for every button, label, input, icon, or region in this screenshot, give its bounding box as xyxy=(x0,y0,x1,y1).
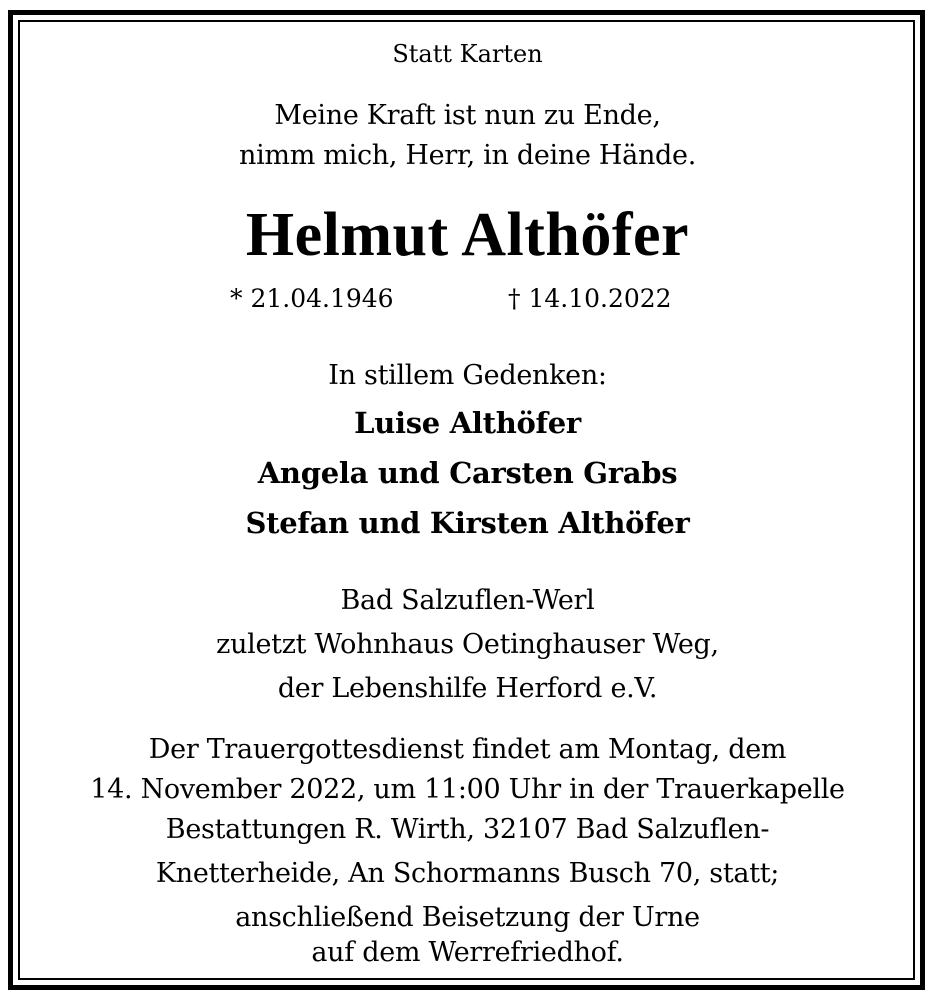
service-line-4: Knetterheide, An Schormanns Busch 70, statt; xyxy=(155,858,780,889)
location-line-3: der Lebenshilfe Herford e.V. xyxy=(277,673,658,704)
service-line-3: Bestattungen R. Wirth, 32107 Bad Salzuflen- xyxy=(165,814,770,845)
obituary-notice xyxy=(20,20,915,978)
memorial-intro: In stillem Gedenken: xyxy=(328,360,607,391)
verse-line-1: Meine Kraft ist nun zu Ende, xyxy=(274,100,661,131)
service-line-2: 14. November 2022, um 11:00 Uhr in der Trauerkapelle xyxy=(90,774,845,805)
death-date: † 14.10.2022 xyxy=(508,284,672,313)
location-line-2: zuletzt Wohnhaus Oetinghauser Weg, xyxy=(216,629,719,660)
mourner-3: Stefan und Kirsten Althöfer xyxy=(245,506,690,540)
mourner-1: Luise Althöfer xyxy=(354,406,581,440)
location-line-1: Bad Salzuflen-Werl xyxy=(340,585,595,616)
header-text: Statt Karten xyxy=(392,40,543,68)
service-line-6: auf dem Werrefriedhof. xyxy=(311,937,624,968)
verse-line-2: nimm mich, Herr, in deine Hände. xyxy=(239,140,696,171)
service-line-1: Der Trauergottesdienst findet am Montag, dem xyxy=(148,734,787,765)
deceased-name: Helmut Althöfer xyxy=(245,201,690,269)
birth-date: * 21.04.1946 xyxy=(230,284,394,313)
service-line-5: anschließend Beisetzung der Urne xyxy=(235,902,700,933)
mourner-2: Angela und Carsten Grabs xyxy=(257,456,678,490)
